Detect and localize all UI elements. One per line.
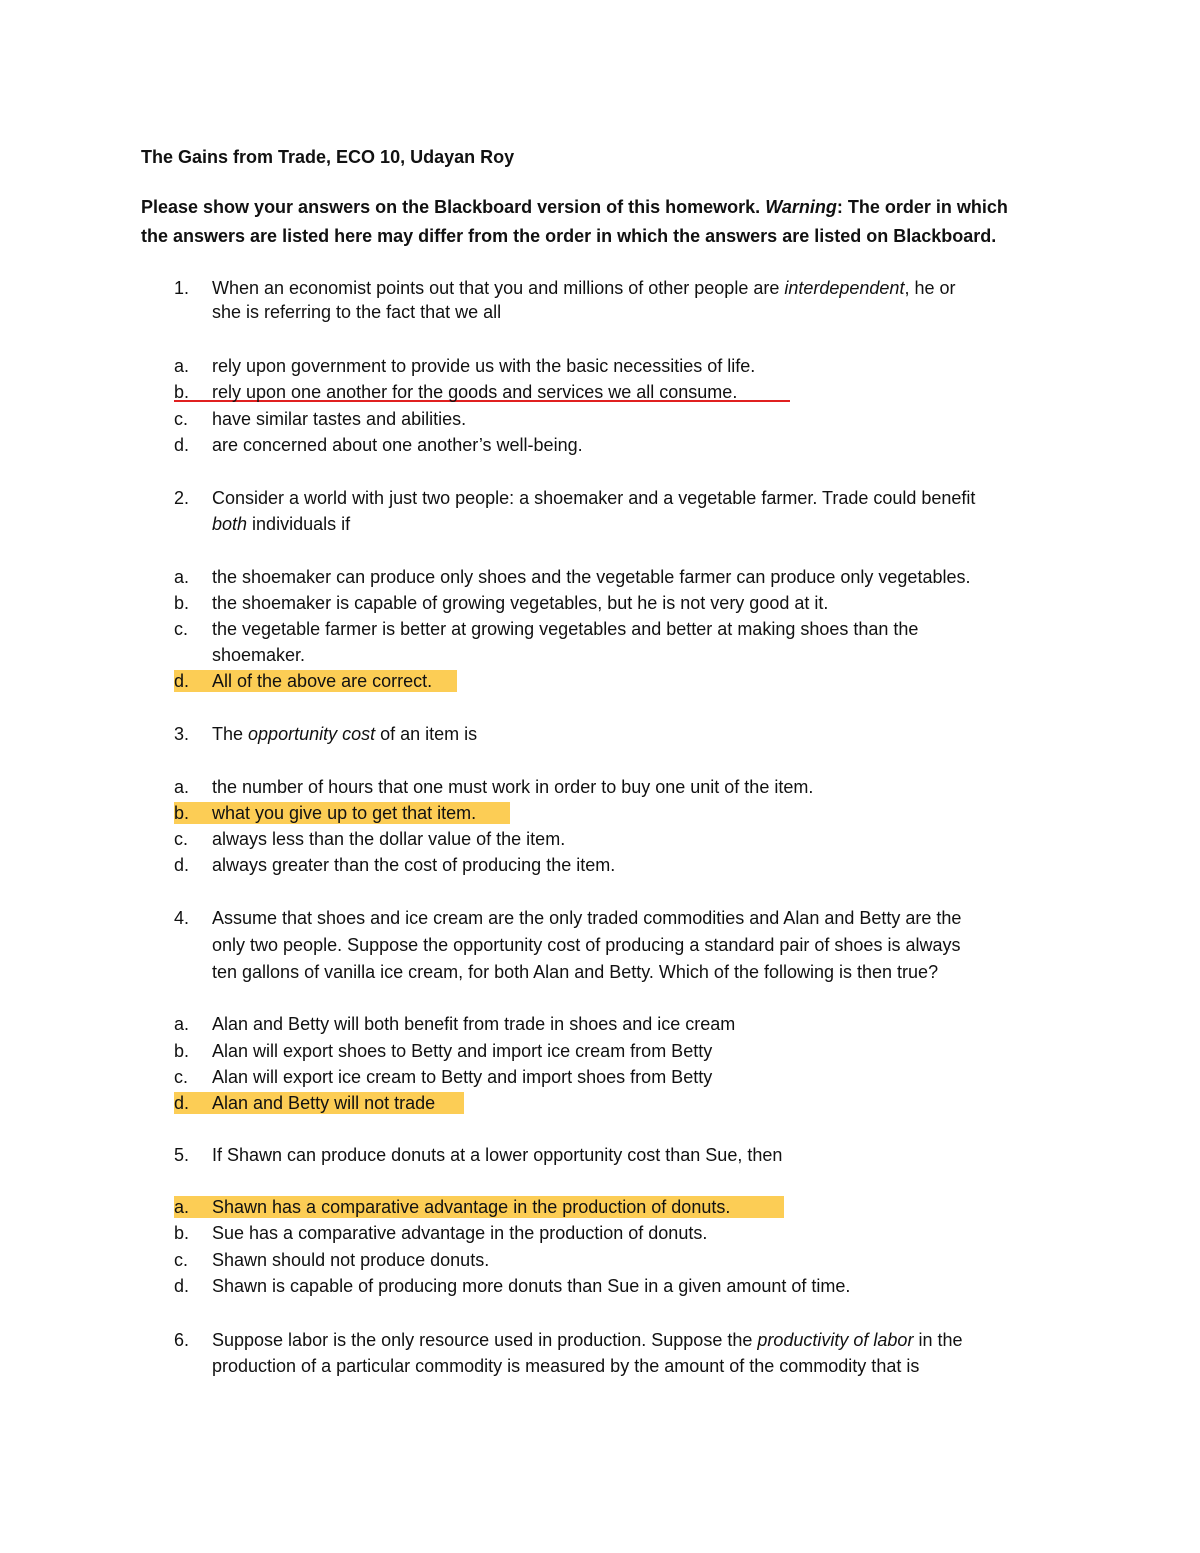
option-text: Alan will export ice cream to Betty and import shoes from Betty (212, 1067, 713, 1087)
question-line (212, 276, 955, 300)
question-text: When an economist points out that you and millions of other people are (212, 278, 785, 298)
question-text: Suppose labor is the only resource used in production. Suppose the (212, 1330, 758, 1350)
option-label: c. (174, 1067, 189, 1087)
option-text: have similar tastes and abilities. (212, 409, 467, 429)
question-line: If Shawn can produce donuts at a lower opportunity cost than Sue, then (212, 1145, 783, 1165)
question-line (212, 722, 477, 746)
intro-warning: Warning (765, 197, 837, 217)
question-line: only two people. Suppose the opportunity cost of producing a standard pair of shoes is always (212, 935, 961, 955)
option-text: Sue has a comparative advantage in the production of donuts. (212, 1223, 708, 1243)
question-text: The (212, 724, 249, 744)
option-label: c. (174, 1250, 189, 1270)
option-text-continued: shoemaker. (212, 645, 306, 665)
document-title: The Gains from Trade, ECO 10, Udayan Roy (141, 147, 515, 167)
option-label: a. (174, 567, 190, 587)
option-text: Alan and Betty will both benefit from trade in shoes and ice cream (212, 1014, 736, 1034)
question-line (212, 1328, 962, 1352)
option-text: the number of hours that one must work in order to buy one unit of the item. (212, 777, 814, 797)
option-label: d. (174, 855, 190, 875)
option-label-answer: b. (174, 382, 190, 402)
question-line: production of a particular commodity is measured by the amount of the commodity that is (212, 1356, 920, 1376)
option-label: d. (174, 435, 190, 455)
option-label-answer: d. (174, 1093, 190, 1113)
question-line: she is referring to the fact that we all (212, 302, 502, 322)
option-label: a. (174, 356, 190, 376)
question-line: Assume that shoes and ice cream are the only traded commodities and Alan and Betty are the (212, 908, 962, 928)
option-text: Alan will export shoes to Betty and import ice cream from Betty (212, 1041, 713, 1061)
option-label: b. (174, 1223, 190, 1243)
option-text: are concerned about one another’s well-being. (212, 435, 583, 455)
intro-line-1 (141, 195, 1008, 219)
option-text-answer: rely upon one another for the goods and services we all consume. (212, 382, 738, 402)
question-emphasis: interdependent (784, 278, 905, 298)
option-text-answer: All of the above are correct. (212, 671, 433, 691)
question-emphasis: both (212, 514, 248, 534)
option-text: rely upon government to provide us with the basic necessities of life. (212, 356, 756, 376)
option-text: the shoemaker can produce only shoes and the vegetable farmer can produce only vegetables. (212, 567, 971, 587)
question-number: 5. (174, 1145, 190, 1165)
question-number: 1. (174, 278, 190, 298)
question-emphasis: opportunity cost (248, 724, 376, 744)
intro-text-b: : The order in which (836, 197, 1008, 217)
question-line: Consider a world with just two people: a shoemaker and a vegetable farmer. Trade could benefit (212, 488, 976, 508)
question-text: individuals if (247, 514, 351, 534)
option-text-answer: what you give up to get that item. (212, 803, 477, 823)
option-label: a. (174, 777, 190, 797)
option-label: a. (174, 1014, 190, 1034)
option-label-answer: b. (174, 803, 190, 823)
question-line: ten gallons of vanilla ice cream, for both Alan and Betty. Which of the following is then true? (212, 962, 939, 982)
option-label: c. (174, 619, 189, 639)
question-number: 2. (174, 488, 190, 508)
question-text: in the (913, 1330, 963, 1350)
option-label-answer: d. (174, 671, 190, 691)
option-text-answer: Alan and Betty will not trade (212, 1093, 436, 1113)
question-number: 4. (174, 908, 190, 928)
question-line (212, 512, 350, 536)
option-label: d. (174, 1276, 190, 1296)
option-text: the shoemaker is capable of growing vegetables, but he is not very good at it. (212, 593, 829, 613)
option-text: always greater than the cost of producing the item. (212, 855, 616, 875)
option-label-answer: a. (174, 1197, 190, 1217)
option-text-answer: Shawn has a comparative advantage in the production of donuts. (212, 1197, 731, 1217)
option-text: Shawn is capable of producing more donuts than Sue in a given amount of time. (212, 1276, 851, 1296)
intro-line-2: the answers are listed here may differ from the order in which the answers are listed on Blackboard. (141, 226, 997, 246)
question-number: 3. (174, 724, 190, 744)
question-emphasis: productivity of labor (757, 1330, 914, 1350)
option-label: c. (174, 409, 189, 429)
question-text: , he or (904, 278, 956, 298)
option-label: b. (174, 1041, 190, 1061)
question-text: of an item is (375, 724, 478, 744)
option-text: Shawn should not produce donuts. (212, 1250, 490, 1270)
option-text: the vegetable farmer is better at growing vegetables and better at making shoes than the (212, 619, 919, 639)
intro-text-a: Please show your answers on the Blackboard version of this homework. (141, 197, 766, 217)
option-text: always less than the dollar value of the item. (212, 829, 566, 849)
option-label: c. (174, 829, 189, 849)
question-number: 6. (174, 1330, 190, 1350)
option-label: b. (174, 593, 190, 613)
